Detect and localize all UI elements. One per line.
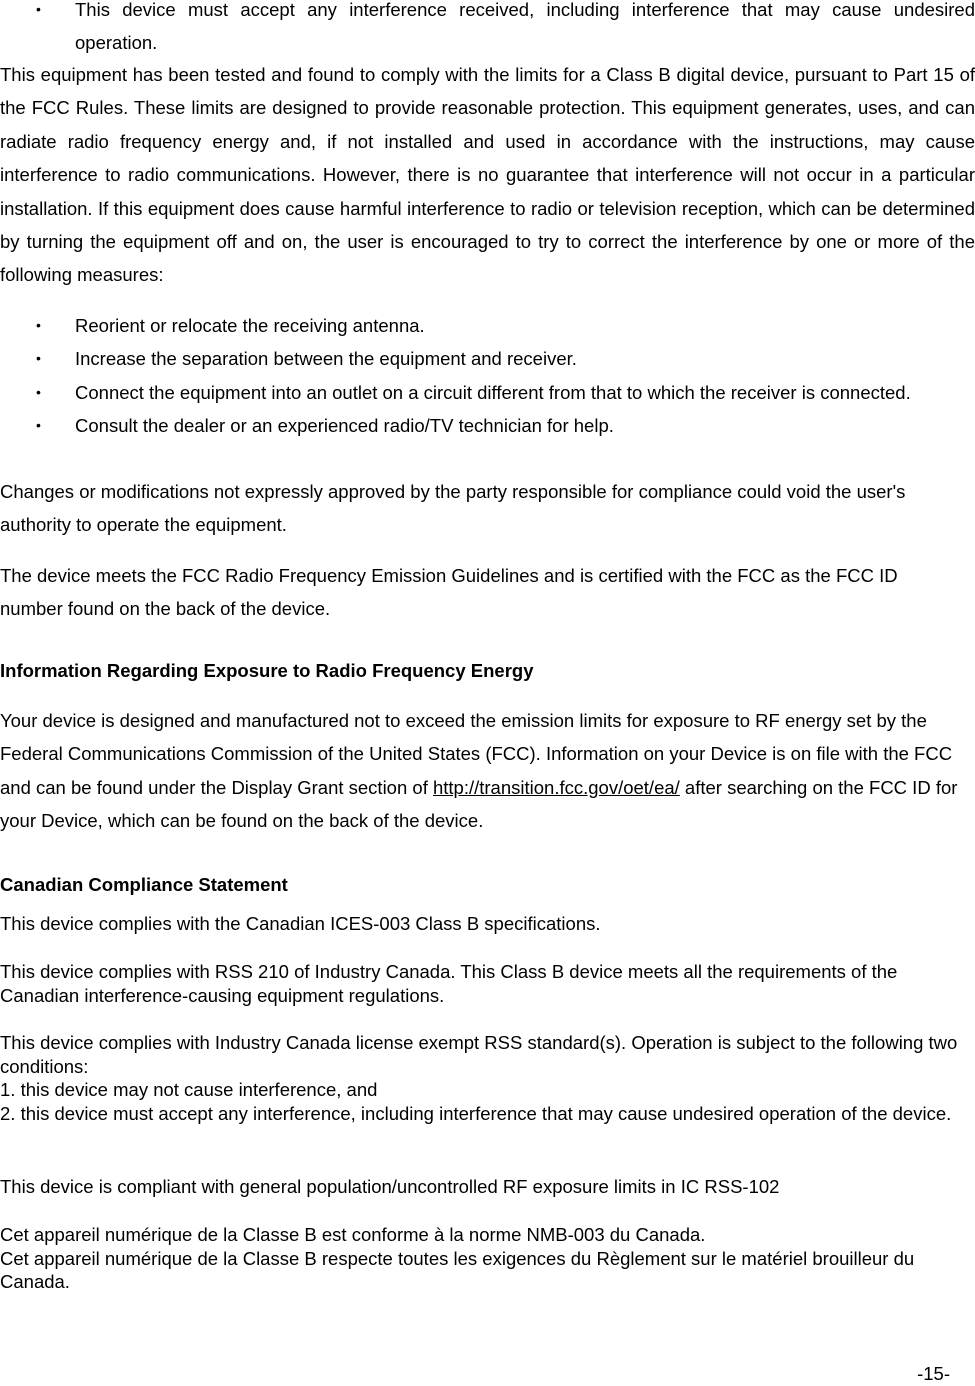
fcc-grant-link[interactable]: http://transition.fcc.gov/oet/ea/ [432,776,680,798]
bullet-icon: • [36,383,41,400]
canada-section-heading: Canadian Compliance Statement [0,874,288,895]
measure-text: Consult the dealer or an experienced radio/TV technician for help. [75,415,614,437]
rf-section-heading: Information Regarding Exposure to Radio Frequency Energy [0,660,534,681]
bullet-text: This device must accept any interference received, including interference that may cause undesired operation. [75,0,975,54]
meets-paragraph: The device meets the FCC Radio Frequency Emission Guidelines and is certified with the FCC as the FCC ID number found on the back of the device. [0,565,898,620]
bullet-icon: • [36,1,41,17]
list-item [0,342,975,375]
rf-text-before-link: Your device is designed and manufactured not to exceed the emission limits for exposure to RF energy set by the Federal Communications Commission of the United States (FCC). Information on your Device is on file with the FCC and can be found under the Display Grant section of [0,710,953,798]
measure-text: Increase the separation between the equipment and receiver. [75,348,577,370]
list-item [0,409,975,442]
license-intro: This device complies with Industry Canada license exempt RSS standard(s). Operation is subject to the following two conditions: [0,1032,958,1077]
changes-paragraph: Changes or modifications not expressly approved by the party responsible for compliance could void the user's authority to operate the equipment. [0,481,906,536]
license-exempt-statement [0,1031,965,1125]
french-statement-1: Cet appareil numérique de la Classe B est conforme à la norme NMB-003 du Canada. [0,1224,706,1245]
list-item [0,309,975,342]
page-number: -15- [917,1363,950,1384]
fcc-paragraph: This equipment has been tested and found to comply with the limits for a Class B digital device, pursuant to Part 15 of the FCC Rules. These limits are designed to provide reasonable protection. This equipment generates, uses, and can radiate radio frequency energy and, if not installed and used in accordance with the instructions, may cause interference to radio communications. However, there is no guarantee that interference will not occur in a particular installation. If this equipment does cause harmful interference to radio or television reception, which can be determined by turning the equipment off and on, the user is encouraged to try to correct the interference by one or more of the following measures: [0,64,975,286]
condition-1: 1. this device may not cause interference, and [0,1079,378,1100]
rf-text-after-link: after searching on the FCC ID for your Device, which can be found on the back of the device. [0,776,958,832]
bullet-icon: • [36,417,41,434]
measures-list [0,309,975,443]
french-statements [0,1223,930,1294]
measure-text: Connect the equipment into an outlet on a circuit different from that to which the receiver is connected. [75,381,911,403]
list-item [0,376,975,409]
rf-paragraph [0,704,975,838]
list-item [0,0,975,60]
condition-2: 2. this device must accept any interference, including interference that may cause undesired operation of the device. [0,1102,952,1124]
rss102-statement: This device is compliant with general population/uncontrolled RF exposure limits in IC RSS-102 [0,1176,780,1197]
measure-text: Reorient or relocate the receiving antenna. [75,315,425,336]
bullet-icon: • [36,350,41,367]
bullet-icon: • [36,317,41,333]
french-statement-2: Cet appareil numérique de la Classe B respecte toutes les exigences du Règlement sur le matériel brouilleur du Canada. [0,1247,915,1292]
top-bullet-list [0,0,975,60]
ices-statement: This device complies with the Canadian ICES-003 Class B specifications. [0,913,601,934]
rss210-statement: This device complies with RSS 210 of Industry Canada. This Class B device meets all the requirements of the Canadian interference-causing equipment regulations. [0,961,898,1006]
